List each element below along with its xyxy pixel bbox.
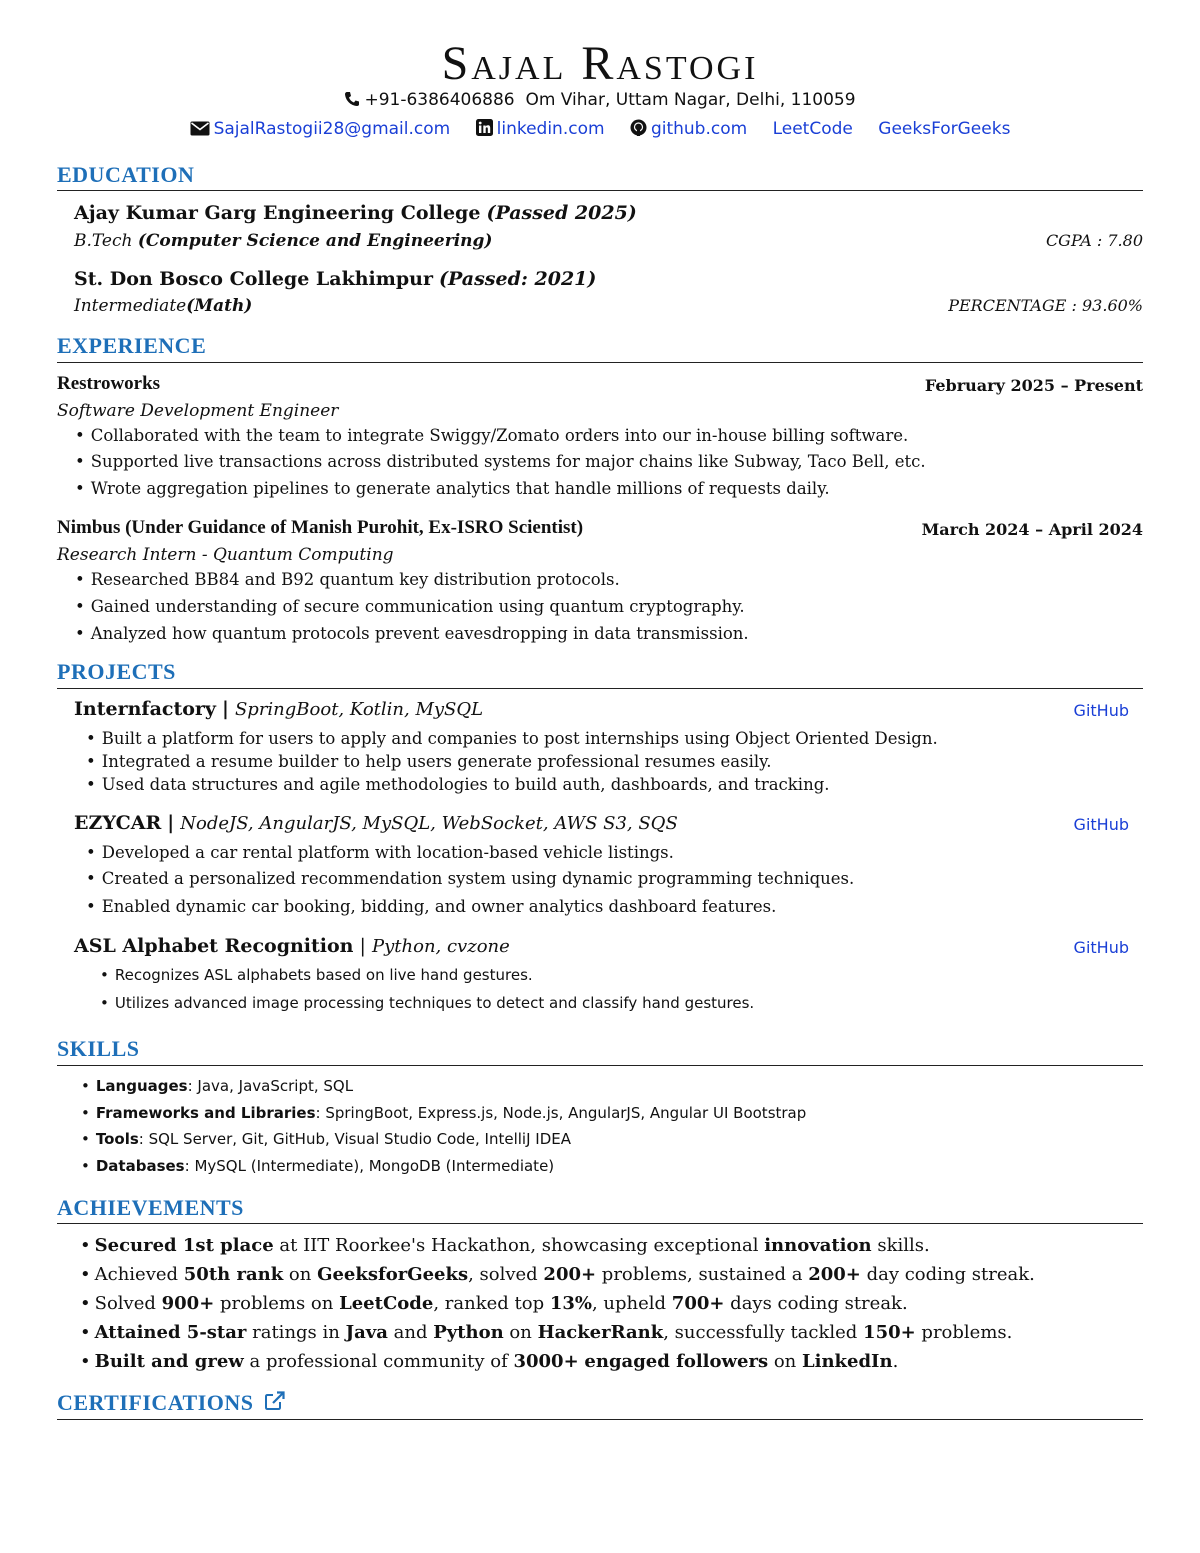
achievement-item: [80, 1322, 1012, 1343]
achievement-text: ratings in: [246, 1322, 346, 1343]
achievement-text: problems on: [214, 1293, 340, 1314]
list-item: • Utilizes advanced image processing techniques to detect and classify hand gestures.: [100, 994, 754, 1012]
certifications-heading[interactable]: [57, 1390, 1143, 1417]
section-divider: [57, 362, 1143, 363]
list-item: • Researched BB84 and B92 quantum key distribution protocols.: [75, 570, 620, 589]
achievement-text: problems.: [915, 1322, 1013, 1343]
achievements-section: [57, 1235, 1143, 1385]
projects-heading: PROJECTS: [57, 659, 176, 684]
list-item: • Created a personalized recommendation system using dynamic programming techniques.: [86, 869, 854, 888]
achievement-highlight: Secured 1st place: [94, 1235, 274, 1256]
achievement-highlight: Python: [433, 1322, 504, 1343]
list-item: • Used data structures and agile methodologies to build auth, dashboards, and tracking.: [86, 775, 830, 794]
project-github-link[interactable]: GitHub: [1073, 815, 1129, 834]
achievement-highlight: GeeksforGeeks: [317, 1264, 469, 1285]
skill-value: : Java, JavaScript, SQL: [187, 1077, 354, 1095]
skill-label: Databases: [95, 1157, 185, 1175]
external-link-icon: [264, 1391, 286, 1417]
achievement-text: on: [283, 1264, 318, 1285]
achievement-item: [80, 1264, 1035, 1285]
school-status: (Passed: 2021): [439, 268, 597, 290]
achievement-text: days coding streak.: [724, 1293, 908, 1314]
achievement-text: Achieved: [94, 1264, 184, 1285]
list-item: • Collaborated with the team to integrate Swiggy/Zomato orders into our in-house billing software.: [75, 426, 908, 445]
linkedin-icon: [476, 119, 493, 141]
list-item: • Enabled dynamic car booking, bidding, and owner analytics dashboard features.: [86, 897, 776, 916]
education-heading: EDUCATION: [57, 162, 195, 187]
achievement-highlight: 900+: [161, 1293, 215, 1314]
job-role: Research Intern - Quantum Computing: [57, 545, 394, 565]
skill-item: [81, 1077, 353, 1095]
achievement-text: , solved: [468, 1264, 544, 1285]
skill-item: [81, 1104, 806, 1122]
achievements-heading: ACHIEVEMENTS: [57, 1195, 244, 1220]
job-role: Software Development Engineer: [57, 401, 339, 421]
skill-value: : SQL Server, Git, GitHub, Visual Studio Code, IntelliJ IDEA: [138, 1130, 571, 1148]
achievement-text: day coding streak.: [860, 1264, 1035, 1285]
contact-line-1: [0, 90, 1200, 112]
email-link[interactable]: SajalRastogii28@gmail.com: [213, 119, 451, 139]
list-item: • Gained understanding of secure communication using quantum cryptography.: [75, 597, 745, 616]
project-tech: Python, cvzone: [372, 936, 510, 957]
company-name: Nimbus (Under Guidance of Manish Purohit, Ex-ISRO Scientist): [57, 517, 584, 538]
separator: |: [167, 812, 175, 834]
achievement-highlight: LeetCode: [339, 1293, 434, 1314]
achievement-highlight: HackerRank: [537, 1322, 664, 1343]
education-score: CGPA : 7.80: [1045, 231, 1143, 250]
separator: |: [359, 935, 366, 957]
envelope-icon: [190, 121, 210, 141]
skill-item: [81, 1130, 571, 1148]
achievement-text: and: [387, 1322, 434, 1343]
achievement-text: on: [768, 1351, 802, 1372]
skill-item: [81, 1157, 554, 1175]
leetcode-link[interactable]: LeetCode: [772, 119, 853, 139]
phone-number[interactable]: +91-6386406886: [364, 90, 515, 110]
education-score: PERCENTAGE : 93.60%: [948, 296, 1143, 315]
list-item: • Integrated a resume builder to help users generate professional resumes easily.: [86, 752, 772, 771]
list-item: • Built a platform for users to apply and companies to post internships using Object Oriented Design.: [86, 729, 938, 748]
achievement-highlight: 150+: [863, 1322, 916, 1343]
skill-label: Languages: [95, 1077, 188, 1095]
education-section: [57, 202, 1143, 322]
achievement-highlight: 200+: [543, 1264, 597, 1285]
project-tech: SpringBoot, Kotlin, MySQL: [234, 699, 484, 720]
skills-section: [57, 1077, 1143, 1187]
section-divider: [57, 190, 1143, 191]
list-item: • Wrote aggregation pipelines to generate analytics that handle millions of requests daily.: [75, 479, 830, 498]
achievement-item: [80, 1235, 930, 1256]
phone-icon: [344, 91, 360, 112]
degree-prefix: Intermediate: [74, 296, 187, 316]
degree-prefix: B.Tech: [74, 231, 138, 251]
candidate-name: Sajal Rastogi: [441, 37, 759, 90]
project-name: Internfactory: [74, 698, 216, 720]
skill-value: : MySQL (Intermediate), MongoDB (Intermediate): [184, 1157, 555, 1175]
achievement-highlight: innovation: [764, 1235, 872, 1256]
project-name: EZYCAR: [74, 812, 162, 834]
achievement-text: Solved: [94, 1293, 162, 1314]
section-divider: [57, 1223, 1143, 1224]
github-link[interactable]: github.com: [650, 119, 748, 139]
achievement-highlight: 3000+: [513, 1351, 579, 1372]
achievement-highlight: Java: [345, 1322, 388, 1343]
achievement-text: problems, sustained a: [596, 1264, 809, 1285]
address: Om Vihar, Uttam Nagar, Delhi, 110059: [525, 90, 856, 110]
geeksforgeeks-link[interactable]: GeeksForGeeks: [878, 119, 1011, 139]
project-name: ASL Alphabet Recognition: [74, 935, 354, 957]
section-divider: [57, 1065, 1143, 1066]
achievement-highlight: LinkedIn: [801, 1351, 893, 1372]
achievement-item: [80, 1351, 898, 1372]
achievement-highlight: Attained 5-star: [94, 1322, 247, 1343]
skill-label: Frameworks and Libraries: [95, 1104, 316, 1122]
skill-value: : SpringBoot, Express.js, Node.js, AngularJS, Angular UI Bootstrap: [315, 1104, 807, 1122]
achievement-item: [80, 1293, 908, 1314]
school-name: St. Don Bosco College Lakhimpur: [74, 268, 433, 290]
projects-section: [57, 698, 1143, 1028]
achievement-text: , successfully tackled: [663, 1322, 864, 1343]
experience-heading: EXPERIENCE: [57, 333, 207, 358]
achievement-highlight: 200+: [808, 1264, 861, 1285]
company-name: Restroworks: [57, 373, 161, 394]
experience-section: [57, 373, 1143, 653]
achievement-text: , upheld: [591, 1293, 672, 1314]
achievement-highlight: 700+: [671, 1293, 725, 1314]
achievement-text: on: [503, 1322, 538, 1343]
list-item: • Developed a car rental platform with location-based vehicle listings.: [86, 843, 674, 862]
achievement-highlight: 13%: [549, 1293, 592, 1314]
degree-name: (Math): [186, 296, 253, 316]
degree-name: (Computer Science and Engineering): [137, 231, 493, 251]
achievement-text: at IIT Roorkee's Hackathon, showcasing exceptional: [273, 1235, 765, 1256]
project-github-link[interactable]: GitHub: [1073, 701, 1129, 720]
project-github-link[interactable]: GitHub: [1073, 938, 1129, 957]
achievement-text: a professional community of: [243, 1351, 514, 1372]
github-icon: [630, 119, 647, 141]
experience-dates: March 2024 – April 2024: [921, 520, 1143, 539]
list-item: • Recognizes ASL alphabets based on live hand gestures.: [100, 966, 533, 984]
achievement-text: .: [892, 1351, 899, 1372]
section-divider: [57, 1419, 1143, 1420]
list-item: • Analyzed how quantum protocols prevent eavesdropping in data transmission.: [75, 624, 749, 643]
linkedin-link[interactable]: linkedin.com: [496, 119, 605, 139]
achievement-text: skills.: [871, 1235, 930, 1256]
list-item: • Supported live transactions across distributed systems for major chains like Subway, Taco Bell, etc.: [75, 452, 926, 471]
experience-dates: February 2025 – Present: [924, 376, 1143, 395]
achievement-highlight: 50th rank: [183, 1264, 284, 1285]
achievement-highlight: Built and grew: [94, 1351, 244, 1372]
certifications-title: CERTIFICATIONS: [57, 1390, 254, 1415]
contact-line-2: [0, 119, 1200, 141]
skills-heading: SKILLS: [57, 1036, 140, 1061]
achievement-highlight: engaged followers: [584, 1351, 769, 1372]
school-name: Ajay Kumar Garg Engineering College: [74, 202, 481, 224]
achievement-text: , ranked top: [433, 1293, 550, 1314]
skill-label: Tools: [95, 1130, 139, 1148]
separator: |: [222, 698, 229, 720]
project-tech: NodeJS, AngularJS, MySQL, WebSocket, AWS S3, SQS: [180, 813, 678, 834]
school-status: (Passed 2025): [486, 202, 637, 224]
section-divider: [57, 688, 1143, 689]
